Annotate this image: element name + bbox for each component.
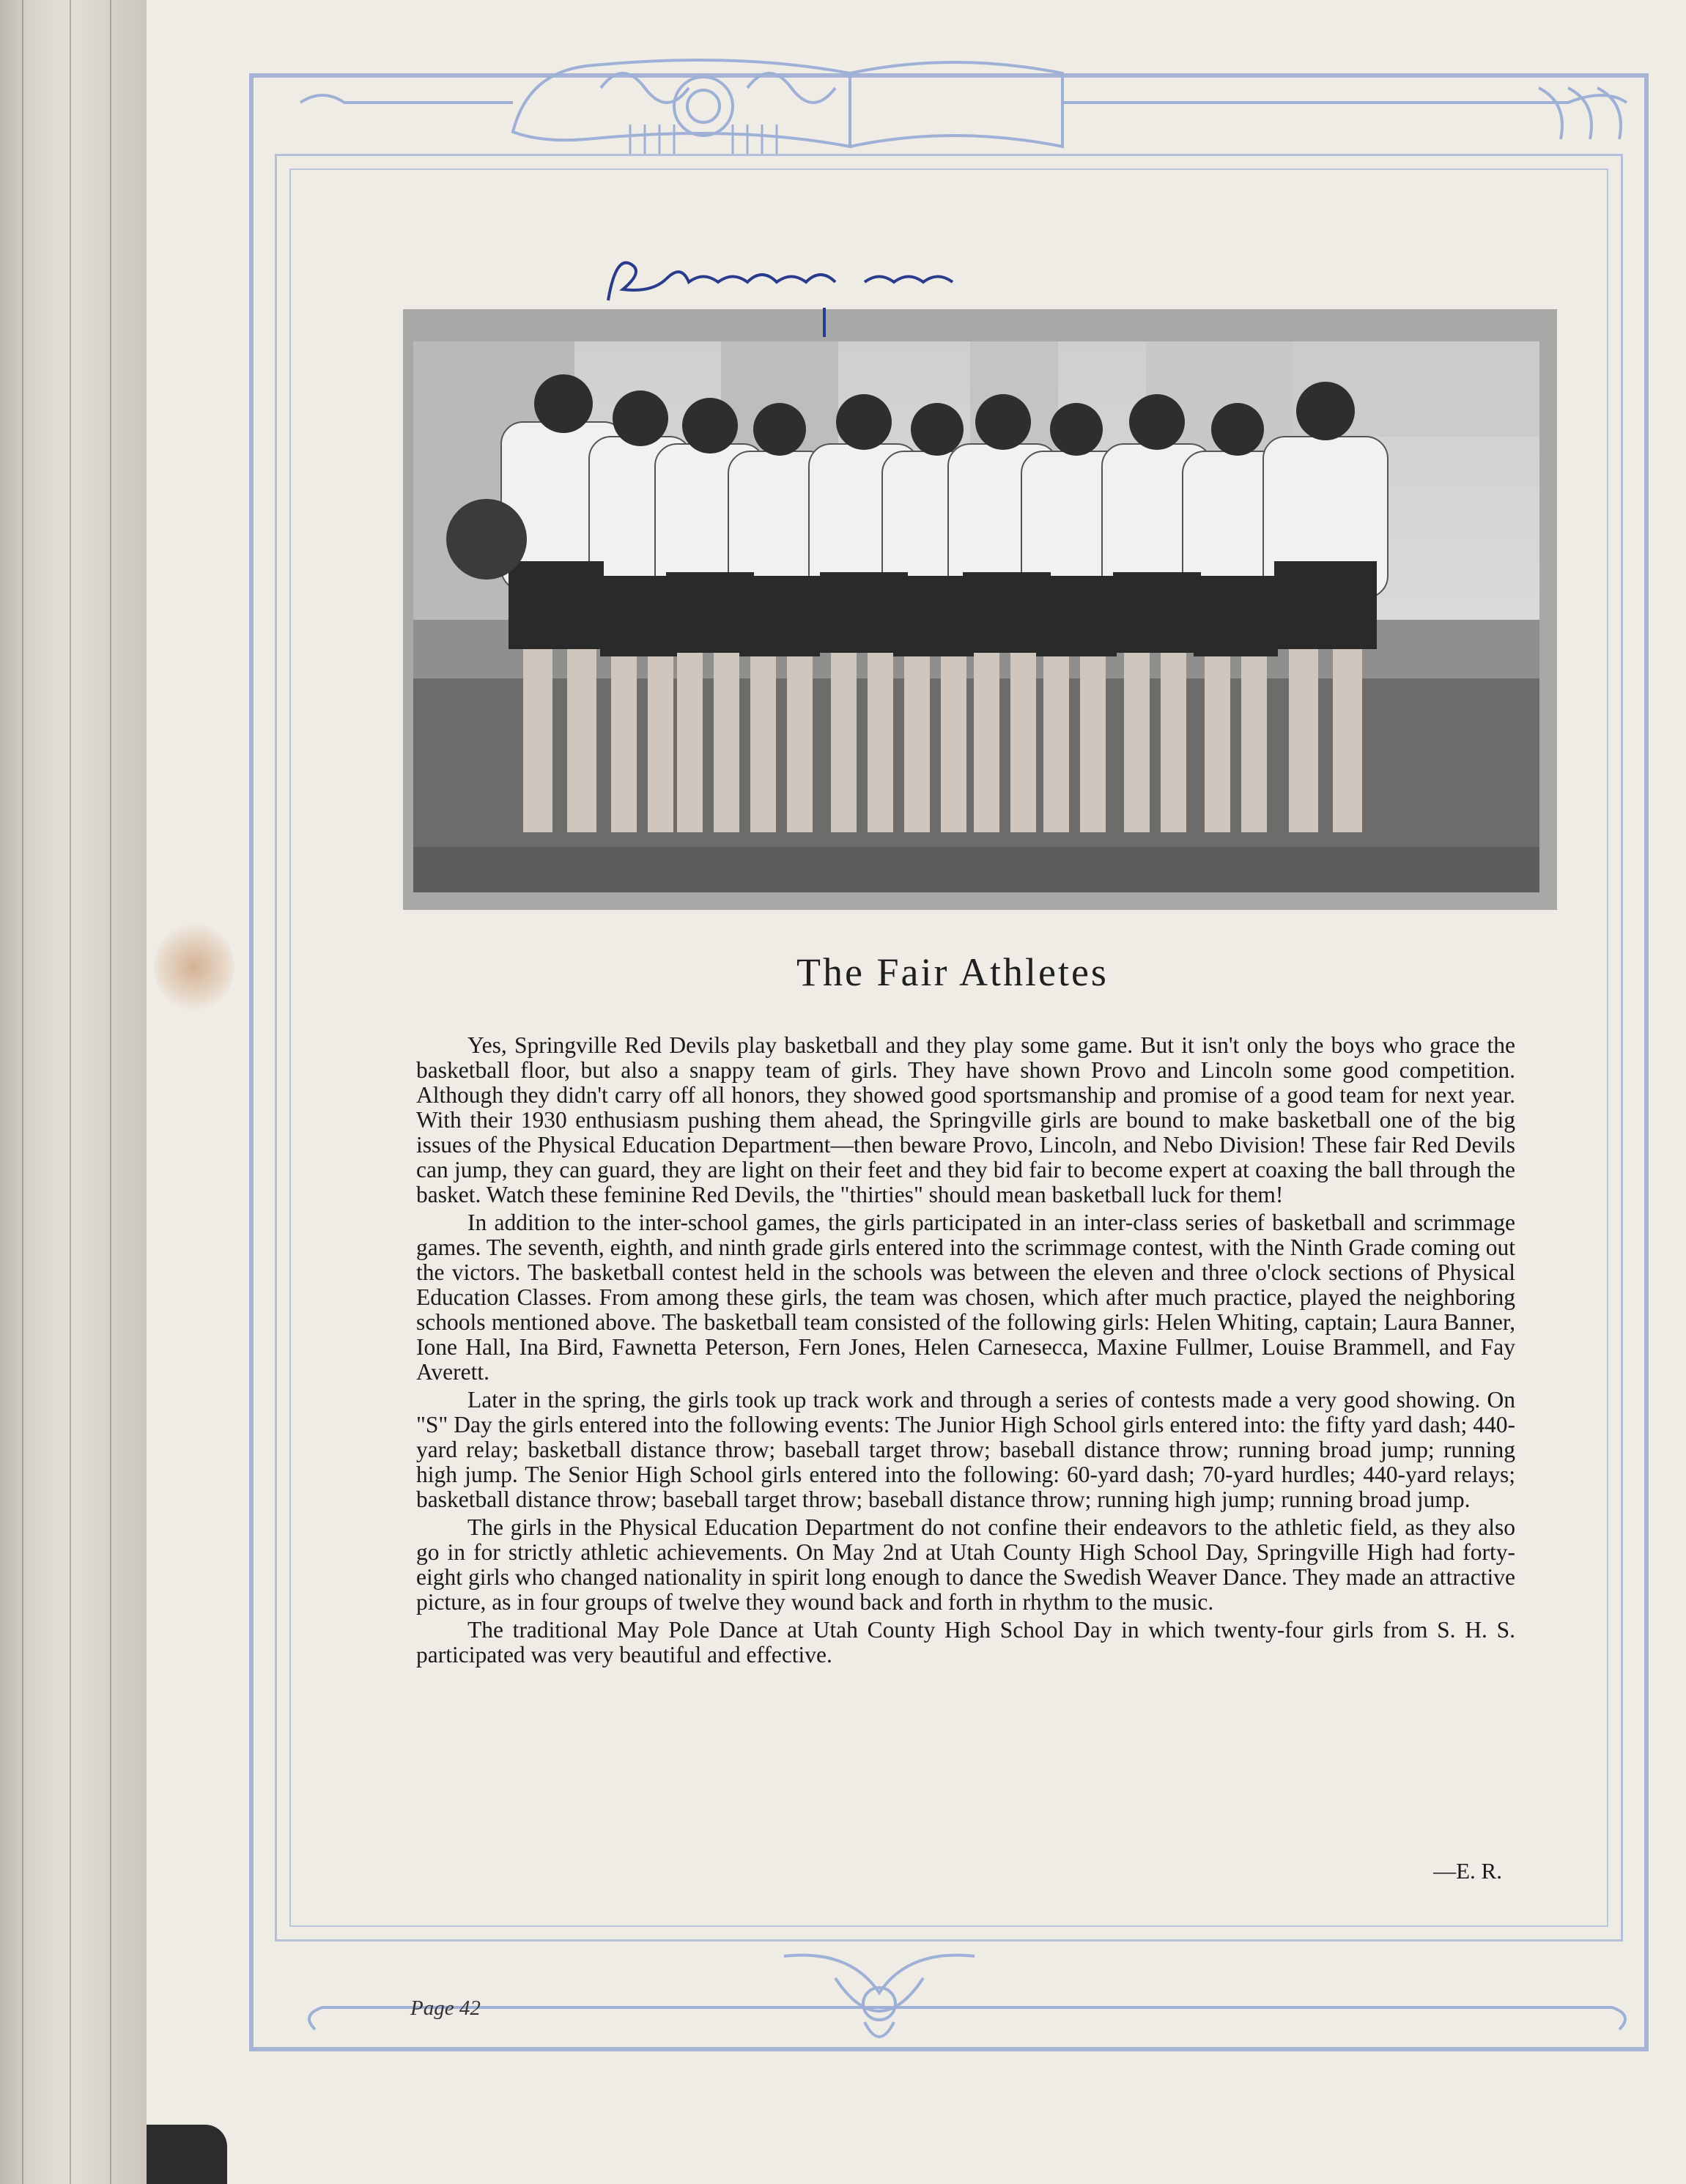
handwritten-note: [601, 249, 982, 337]
page-number: Page 42: [410, 1996, 481, 2020]
team-photo-image: [413, 341, 1539, 892]
author-signature: —E. R.: [1433, 1858, 1502, 1884]
article-body: [416, 1033, 1515, 1670]
book-spine: [0, 0, 147, 2184]
book-edge: [147, 2125, 227, 2184]
article-paragraph: The traditional May Pole Dance at Utah County High School Day in which twenty-four girls from S. H. S. participated was very beautiful and effective.: [416, 1617, 1515, 1667]
players: [446, 374, 1388, 832]
team-photo: [413, 341, 1539, 892]
article-paragraph: The girls in the Physical Education Department do not confine their endeavors to the athletic field, as they also go in for strictly athletic achievements. On May 2nd at Utah County High School Day, Springville High had forty-eight girls who changed nationality in spirit long enough to dance the Swedish Weaver Dance. They made an attractive picture, as in four groups of twelve they wound back and forth in rhythm to the music.: [416, 1514, 1515, 1615]
spine-line: [22, 0, 23, 2184]
spine-line: [110, 0, 111, 2184]
header-ornament: [293, 44, 1649, 169]
article-title: The Fair Athletes: [796, 950, 1109, 994]
article-paragraph: Yes, Springville Red Devils play basketball and they play some game. But it isn't only the boys who grace the basketball floor, but also a snappy team of girls. They have shown Provo and Lincoln some good competition. Although they didn't carry off all honors, they showed good sportsmanship and promise of a good team for next year. With their 1930 enthusiasm pushing them ahead, the Springville girls are bound to make basketball one of the big issues of the Physical Education Department—then beware Provo, Lincoln, and Nebo Division! These fair Red Devils can jump, they can guard, they are light on their feet and they bid fair to become expert at coaxing the ball through the basket. Watch these feminine Red Devils, the "thirties" should mean basketball luck for them!: [416, 1032, 1515, 1207]
page-stain: [154, 923, 234, 1011]
article-paragraph: In addition to the inter-school games, the girls participated in an inter-class series of basketball and scrimmage games. The seventh, eighth, and ninth grade girls entered into the scrimmage contest, with the Ninth Grade coming out the victors. The basketball contest held in the schools was between the eleven and three o'clock sections of Physical Education Classes. From among these girls, the team was chosen, which after much practice, played the neighboring schools mentioned above. The basketball team consisted of the following girls: Helen Whiting, captain; Laura Banner, Ione Hall, Ina Bird, Fawnetta Peterson, Fern Jones, Helen Carnesecca, Maxine Fullmer, Louise Brammell, and Fay Averett.: [416, 1210, 1515, 1385]
article-paragraph: Later in the spring, the girls took up track work and through a series of contests made a very good showing. On "S" Day the girls entered into the following events: The Junior High School girls entered into: the fifty yard dash; 440-yard relay; basketball distance throw; baseball target throw; baseball distance throw; running broad jump; running high jump. The Senior High School girls entered into the following: 60-yard dash; 70-yard hurdles; 440-yard relays; basketball distance throw; baseball target throw; baseball distance throw; running high jump; running broad jump.: [416, 1387, 1515, 1512]
footer-ornament: [293, 1949, 1649, 2059]
basketball: [446, 499, 527, 580]
spine-line: [70, 0, 71, 2184]
